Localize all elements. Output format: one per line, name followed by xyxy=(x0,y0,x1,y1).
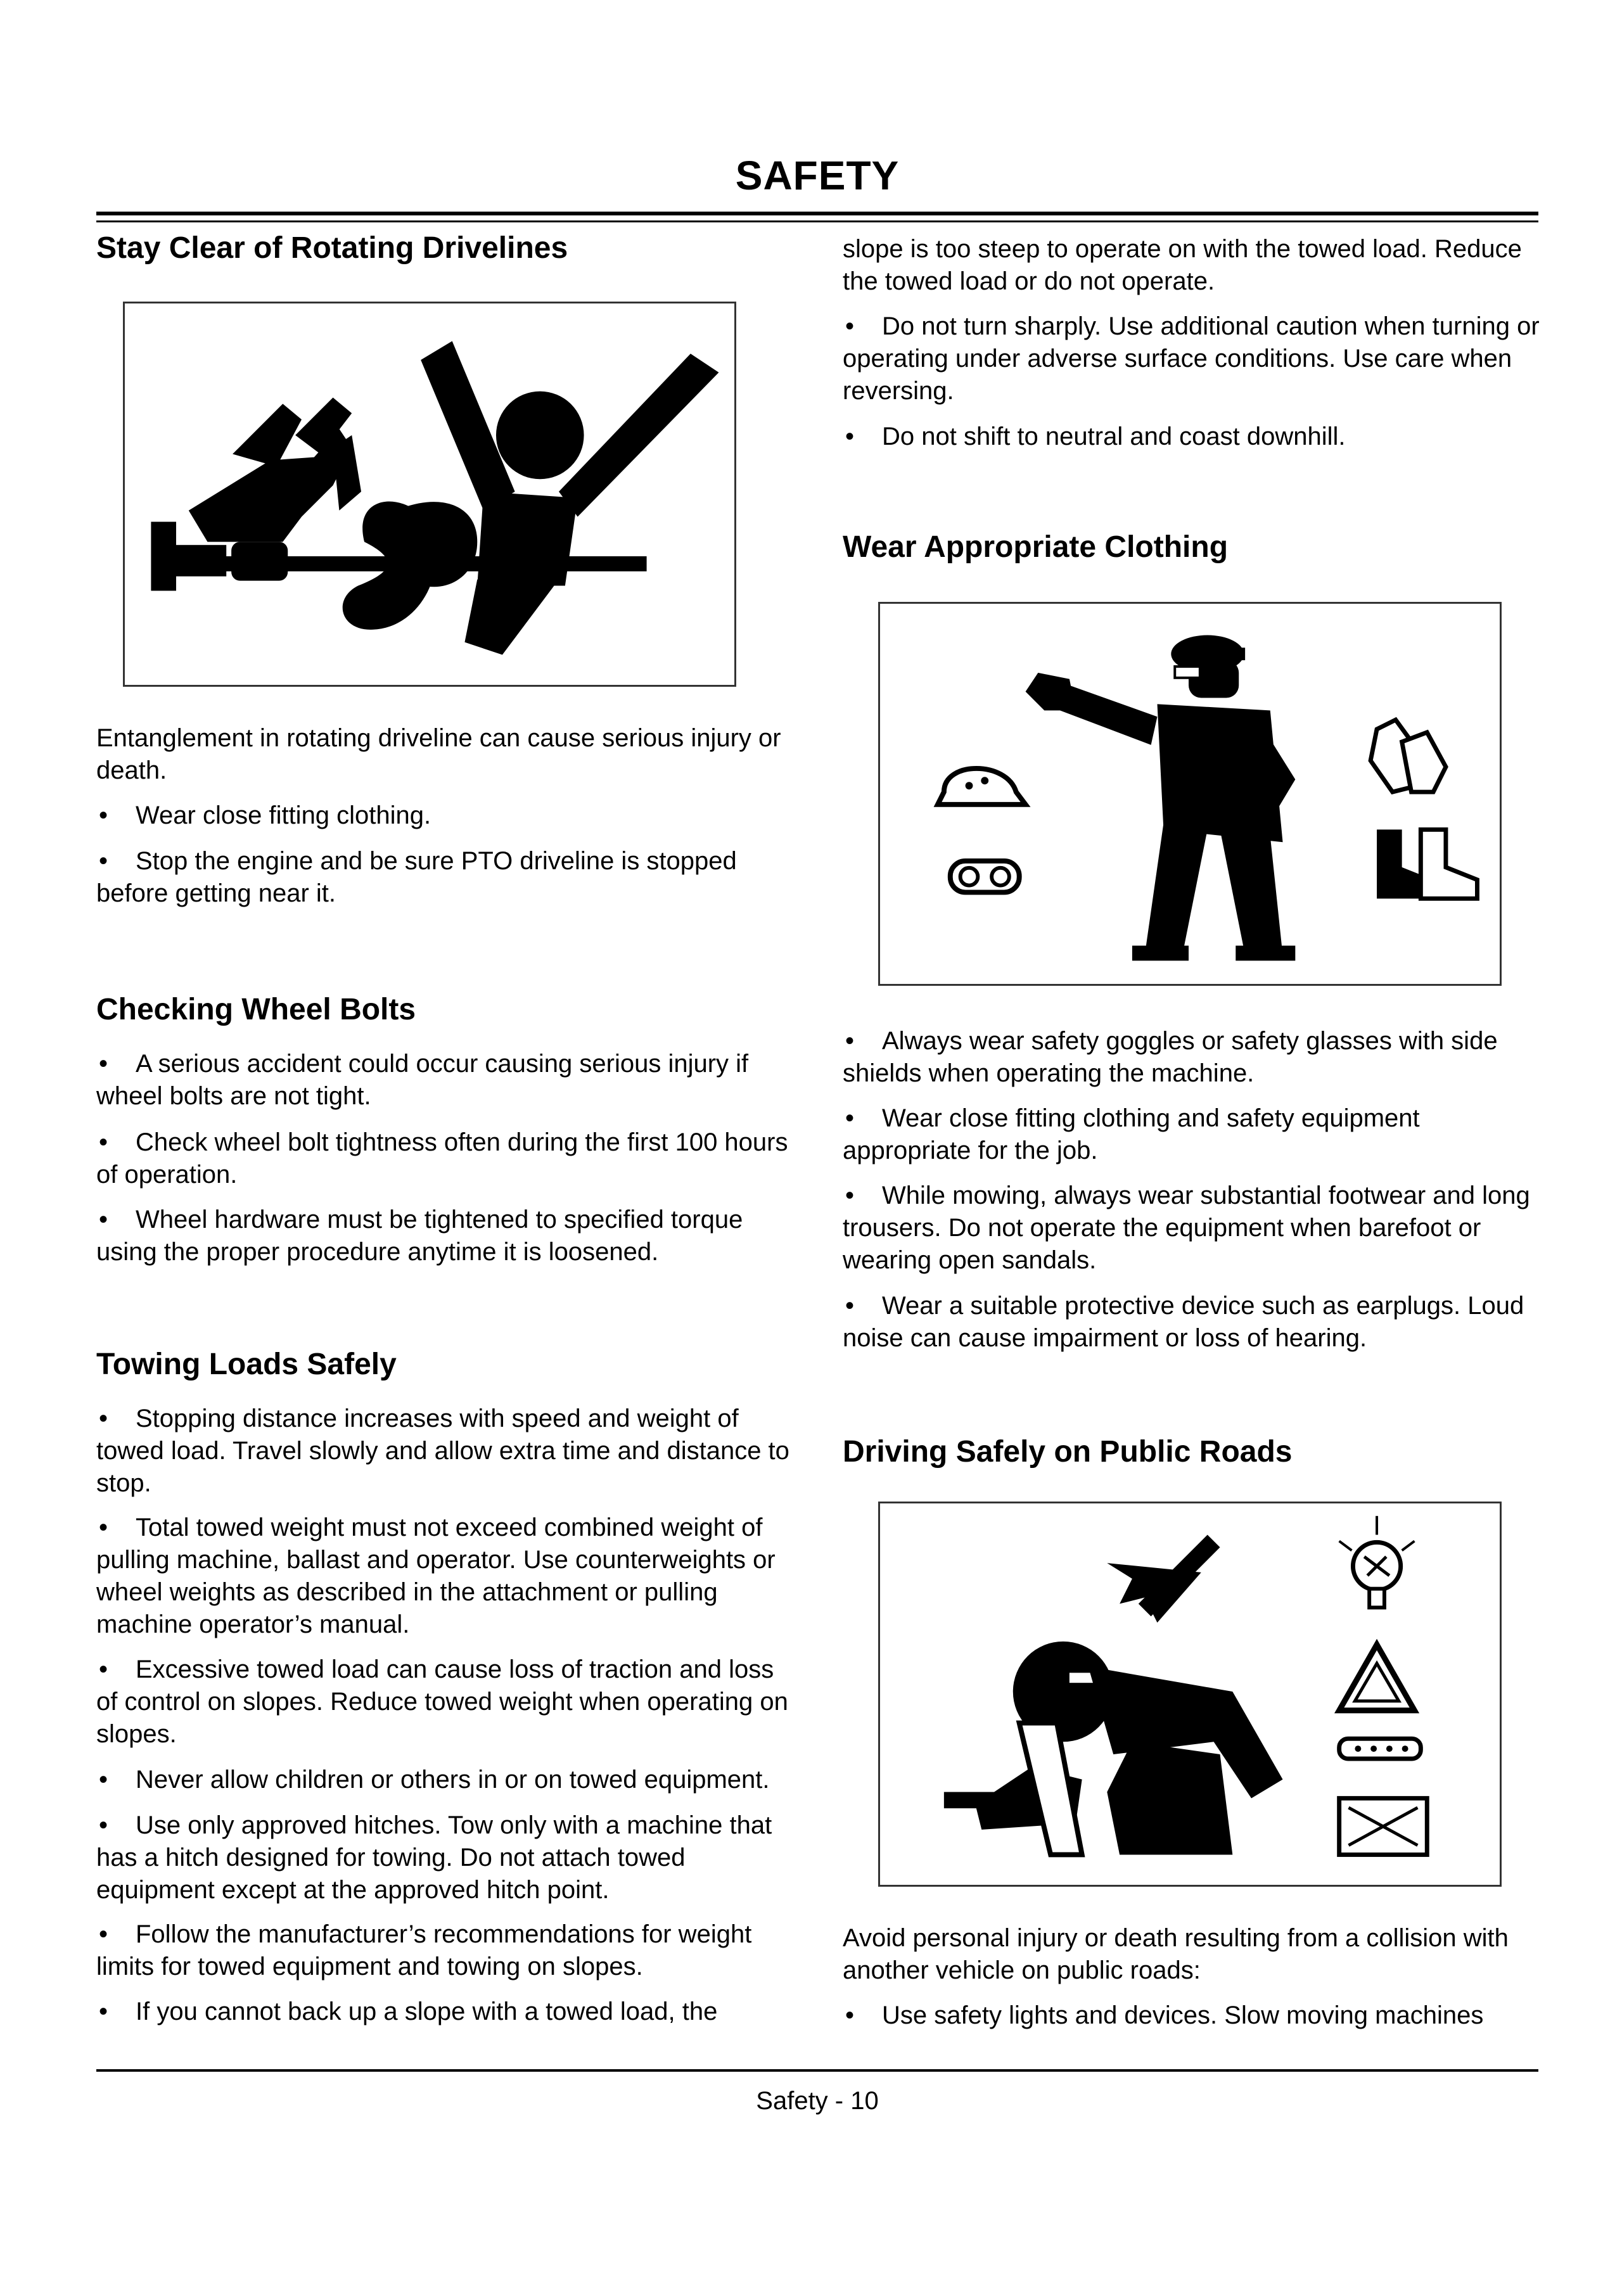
towing-bullet: • Never allow children or others in or on towed equipment. xyxy=(96,1764,770,1796)
towing-bullet: • Stopping distance increases with speed and weight of towed load. Travel slowly and allow extra time and distance to stop. xyxy=(96,1403,800,1500)
footer-rule xyxy=(96,2069,1538,2072)
towing-bullet: • Do not shift to neutral and coast downhill. xyxy=(843,421,1346,453)
towing-bullet: • Follow the manufacturer’s recommendations for weight limits for towed equipment and towing on slopes. xyxy=(96,1918,800,1983)
worker-protective-gear-icon xyxy=(880,604,1500,984)
wheel-bolts-bullet: • Wheel hardware must be tightened to specified torque using the proper procedure anytime it is loosened. xyxy=(96,1204,800,1268)
towing-bullet: • If you cannot back up a slope with a towed load, the xyxy=(96,1996,717,2028)
driveline-heading: Stay Clear of Rotating Drivelines xyxy=(96,231,568,265)
protective-clothing-illustration xyxy=(878,602,1502,986)
public-roads-illustration xyxy=(878,1502,1502,1887)
driveline-entanglement-illustration xyxy=(123,302,736,687)
clothing-bullet: • Wear a suitable protective device such as earplugs. Loud noise can cause impairment or loss of hearing. xyxy=(843,1290,1540,1355)
clothing-bullet: • Always wear safety goggles or safety glasses with side shields when operating the machine. xyxy=(843,1025,1540,1090)
clothing-bullet: • While mowing, always wear substantial footwear and long trousers. Do not operate the equipment when barefoot or wearing open sandals. xyxy=(843,1180,1540,1277)
roads-bullet: • Use safety lights and devices. Slow moving machines xyxy=(843,1999,1483,2032)
wheel-bolts-bullet: • A serious accident could occur causing serious injury if wheel bolts are not tight. xyxy=(96,1048,800,1113)
driveline-entanglement-icon xyxy=(125,303,734,685)
header-rule-thin xyxy=(96,220,1538,222)
towing-bullet: • Total towed weight must not exceed combined weight of pulling machine, ballast and operator. Use counterweights or wheel weights as described in the attachment or pulling machine operator’s manual. xyxy=(96,1512,800,1641)
driveline-intro: Entanglement in rotating driveline can cause serious injury or death. xyxy=(96,724,781,784)
clothing-heading: Wear Appropriate Clothing xyxy=(843,530,1229,564)
page-footer: Safety - 10 xyxy=(756,2087,879,2115)
page-title: SAFETY xyxy=(735,153,900,198)
towing-continued-text: slope is too steep to operate on with the towed load. Reduce the towed load or do not operate. xyxy=(843,235,1522,295)
towing-heading: Towing Loads Safely xyxy=(96,1348,397,1381)
roads-intro: Avoid personal injury or death resulting from a collision with another vehicle on public roads: xyxy=(843,1924,1509,1984)
clothing-bullet: • Wear close fitting clothing and safety equipment appropriate for the job. xyxy=(843,1102,1540,1167)
towing-bullet: • Do not turn sharply. Use additional caution when turning or operating under adverse surface conditions. Use care when reversing. xyxy=(843,310,1540,407)
towing-bullet: • Excessive towed load can cause loss of traction and loss of control on slopes. Reduce towed weight when operating on slopes. xyxy=(96,1654,800,1751)
header-rule xyxy=(96,212,1538,215)
road-safety-devices-icon xyxy=(880,1503,1500,1885)
driveline-bullet: • Stop the engine and be sure PTO driveline is stopped before getting near it. xyxy=(96,845,800,910)
wheel-bolts-heading: Checking Wheel Bolts xyxy=(96,993,416,1026)
roads-heading: Driving Safely on Public Roads xyxy=(843,1435,1293,1469)
wheel-bolts-bullet: • Check wheel bolt tightness often during the first 100 hours of operation. xyxy=(96,1126,800,1191)
towing-bullet: • Use only approved hitches. Tow only with a machine that has a hitch designed for towing. Do not attach towed equipment except at the approved hitch point. xyxy=(96,1809,800,1906)
driveline-bullet: • Wear close fitting clothing. xyxy=(96,800,431,832)
